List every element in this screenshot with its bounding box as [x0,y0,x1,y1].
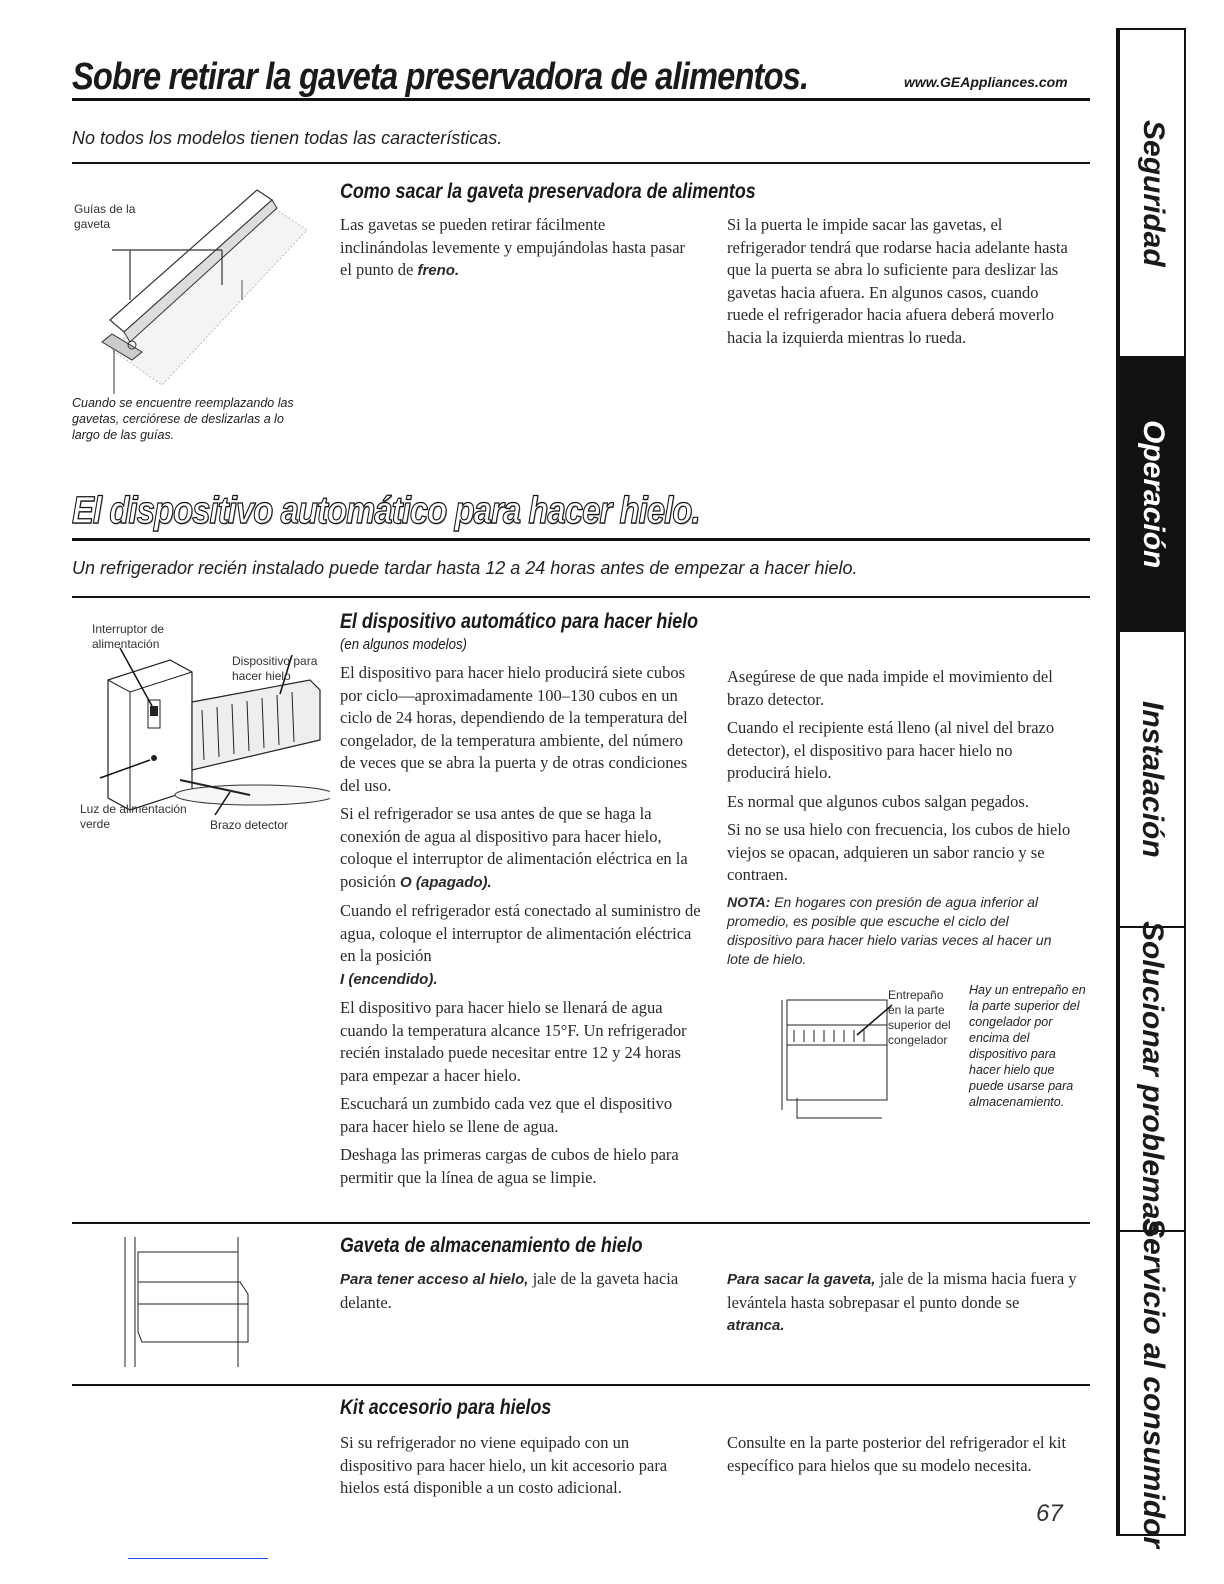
tab-seguridad[interactable]: Seguridad [1118,30,1186,356]
icemaker-p4: El dispositivo para hacer hielo se llenará de agua cuando la temperatura alcance 15°F. Un refrigerador recién instalado puede necesitar entre 12 y 24 horas para empezar a hacer hielo. [340,998,687,1085]
icemaker-col2 [727,666,1077,975]
shelf-caption: Hay un entrepaño en la parte superior del congelador por encima del dispositivo para hacer hielo que puede usarse para almacenamiento. [969,983,1086,1109]
shelf-label: Entrepaño en la parte superior del congelador [888,988,951,1047]
icemaker-note: NOTA: En hogares con presión de agua inferior al promedio, es posible que escuche el ciclo del dispositivo para hacer hielo varias veces al hacer un lote de hielo. [727,893,1052,967]
ice-bin-heading: Gaveta de almacenamiento de hielo [340,1234,643,1257]
icemaker-heading: El dispositivo automático para hacer hielo [340,610,699,633]
icemaker-subtitle: Un refrigerador recién instalado puede tardar hasta 12 a 24 horas antes de empezar a hacer hielo. [72,558,858,578]
footnote-link-rule [128,1558,268,1559]
icemaker-p1: El dispositivo para hacer hielo producirá siete cubos por ciclo—aproximadamente 100–130 cubos en un ciclo de 24 horas, dependiendo de la temperatura del congelador, de la temperatura ambiente, del número de veces que se abra la puerta y de otras condiciones del uso. [340,663,688,795]
title-rule [72,98,1090,101]
icemaker-col2-p2: Cuando el recipiente está lleno (al nivel del brazo detector), el dispositivo para hacer hielo no producirá hielo. [727,718,1055,782]
ice-bin-col1: Para tener acceso al hielo, jale de la gaveta hacia delante. [340,1269,679,1312]
arm-label: Brazo detector [210,818,289,832]
icemaker-col2-p4: Si no se usa hielo con frecuencia, los cubos de hielo viejos se opacan, adquieren un sabor rancio y se contraen. [727,820,1071,884]
tab-solucionar-problemas[interactable]: Solucionar problemas [1118,928,1184,1232]
icemaker-title-rule [72,538,1090,541]
ice-bin-rule [72,1222,1090,1224]
icemaker-p2: Si el refrigerador se usa antes de que se haga la conexión de agua al dispositivo para hacer hielo, coloque el interruptor de alimentación eléctrica en la posición O (apagado). [340,804,688,891]
icemaker-p6: Deshaga las primeras cargas de cubos de hielo para permitir que la línea de agua se limpie. [340,1145,679,1187]
freno-emphasis: freno. [417,262,460,279]
icemaker-col2-p1: Asegúrese de que nada impide el movimiento del brazo detector. [727,667,1053,709]
drawer-guides-label: Guías de la gaveta [74,202,136,231]
ice-bin-col2: Para sacar la gaveta, jale de la misma hacia fuera y levántela hasta sobrepasar el punto donde se atranca. [727,1269,1077,1334]
page-subtitle: No todos los modelos tienen todas las características. [72,128,503,148]
icemaker-title: El dispositivo automático para hacer hielo. [72,490,700,532]
drawer-caption: Cuando se encuentre reemplazando las gavetas, cerciórese de deslizarlas a lo largo de las guías. [72,396,294,442]
icemaker-rule [72,596,1090,598]
kit-col2: Consulte en la parte posterior del refrigerador el kit específico para hielos que su modelo necesita. [727,1433,1067,1475]
drawer-col2: Si la puerta le impide sacar las gavetas, el refrigerador tendrá que rodarse hacia adelante hasta que la puerta se abra lo suficiente para deslizar las gavetas hacia afuera. En algunos casos, cuando ruede el refrigerador hacia afuera deberá moverlo hacia la izquierda mientras lo rueda. [727,215,1068,347]
ice-bin-figure [80,1232,312,1372]
drawer-heading: Como sacar la gaveta preservadora de alimentos [340,180,756,203]
kit-col1: Si su refrigerador no viene equipado con un dispositivo para hacer hielo, un kit accesorio para hielos está disponible a un costo adicional. [340,1433,668,1497]
light-label: Luz de alimentación verde [80,802,187,831]
tab-operacion[interactable]: Operación [1118,356,1186,632]
icemaker-subheading: (en algunos modelos) [340,636,467,653]
icemaker-p3: Cuando el refrigerador está conectado al suministro de agua, coloque el interruptor de alimentación eléctrica en la posición I (encendido). [340,901,701,988]
website-url[interactable]: www.GEAppliances.com [904,74,1068,90]
icemaker-label: Dispositivo para hacer hielo [232,654,318,683]
icemaker-col1 [340,662,702,1195]
icemaker-p5: Escuchará un zumbido cada vez que el dispositivo para hacer hielo se llene de agua. [340,1094,673,1136]
on-position: I (encendido). [340,970,438,988]
page-number: 67 [1036,1500,1063,1527]
kit-heading: Kit accesorio para hielos [340,1396,552,1419]
page-title: Sobre retirar la gaveta preservadora de alimentos. [72,56,809,98]
off-position: O (apagado). [400,873,492,891]
tab-instalacion[interactable]: Instalación [1118,632,1184,928]
section-rule [72,162,1090,164]
icemaker-col2-p3: Es normal que algunos cubos salgan pegados. [727,791,1029,811]
drawer-col1: Las gavetas se pueden retirar fácilmente inclinándolas levemente y empujándolas hasta pasar el punto de freno. [340,215,686,279]
kit-rule [72,1384,1090,1386]
switch-label: Interruptor de alimentación [92,622,165,651]
tab-servicio-al-consumidor[interactable]: Servicio al consumidor [1118,1232,1186,1534]
